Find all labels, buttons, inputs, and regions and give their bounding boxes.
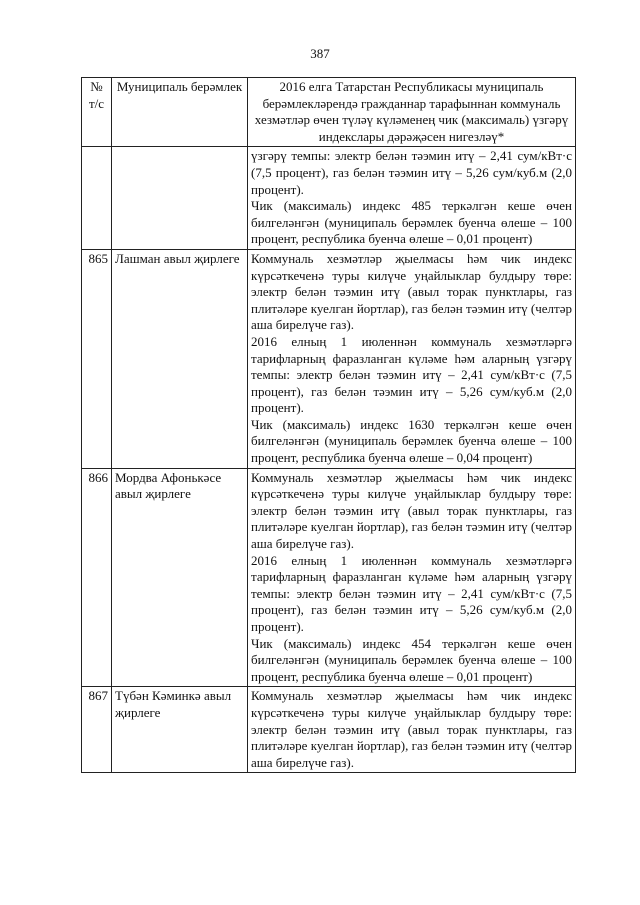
row-description [248, 249, 576, 468]
table-row [82, 687, 576, 773]
row-num: 867 [82, 687, 112, 773]
description-paragraph: Чик (максималь) индекс 454 теркәлгән кеше өчен билгеләнгән (муниципаль берәмлек буенча өлеше – 100 процент, республика буенча өлеше – 0,01 процент) [251, 635, 572, 684]
row-municipality [112, 147, 248, 250]
description-paragraph: 2016 елның 1 июленнән коммуналь хезмәтләргә тарифларның фаразланган күләме һәм аларның үзгәрү темпы: электр белән тәэмин итү – 2,41 сум/кВт·с (7,5 процент), газ белән тәэмин итү – 5,26 сум/куб.м (2,0 процент). [251, 552, 572, 634]
row-description [248, 468, 576, 687]
header-row [82, 78, 576, 147]
description-paragraph: Коммуналь хезмәтләр җыелмасы һәм чик индекс күрсәткеченә туры килүче уңайлыклар булдыру төре: электр белән тәэмин итү (авыл торак пунктлары, газ плитәләре куелган йортлар), газ белән тәэмин итү (челтәр аша бирелүче газ). [251, 250, 572, 333]
description-paragraph: Коммуналь хезмәтләр җыелмасы һәм чик индекс күрсәткеченә туры килүче уңайлыклар булдыру төре: электр белән тәэмин итү (авыл торак пунктлары, газ плитәләре куелган йортлар), газ белән тәэмин итү (челтәр аша бирелүче газ). [251, 688, 572, 770]
description-paragraph: Чик (максималь) индекс 485 теркәлгән кеше өчен билгеләнгән (муниципаль берәмлек буенча өлеше – 100 процент, республика буенча өлеше – 0,01 процент) [251, 198, 572, 247]
page-number: 387 [310, 46, 330, 61]
row-municipality: Түбән Кәминкә авыл җирлеге [112, 687, 248, 773]
row-num: 865 [82, 249, 112, 468]
row-description [248, 147, 576, 250]
header-municipality: Муниципаль берәмлек [112, 78, 248, 147]
row-municipality: Лашман авыл җирлеге [112, 249, 248, 468]
row-description [248, 687, 576, 773]
tariff-index-table [81, 77, 576, 773]
description-paragraph: 2016 елның 1 июленнән коммуналь хезмәтләргә тарифларның фаразланган күләме һәм аларның үзгәрү темпы: электр белән тәэмин итү – 2,41 сум/кВт·с (7,5 процент), газ белән тәэмин итү – 5,26 сум/куб.м (2,0 процент). [251, 333, 572, 416]
row-municipality: Мордва Афонькәсе авыл җирлеге [112, 468, 248, 687]
description-paragraph: үзгәрү темпы: электр белән тәэмин итү – 2,41 сум/кВт·с (7,5 процент), газ белән тәэмин итү – 5,26 сум/куб.м (2,0 процент). [251, 148, 572, 197]
row-num: 866 [82, 468, 112, 687]
header-num: № т/с [82, 78, 112, 147]
table-row [82, 147, 576, 250]
header-description: 2016 елга Татарстан Республикасы муниципаль берәмлекләрендә гражданнар тарафыннан коммуналь хезмәтләр өчен түләү күләменең чик (максималь) үзгәрү индекслары дәрәҗәсен нигезләү* [248, 78, 576, 147]
description-paragraph: Коммуналь хезмәтләр җыелмасы һәм чик индекс күрсәткеченә туры килүче уңайлыклар булдыру төре: электр белән тәэмин итү (авыл торак пунктлары, газ плитәләре куелган йортлар), газ белән тәэмин итү (челтәр аша бирелүче газ). [251, 469, 572, 552]
table-header [82, 78, 576, 147]
description-paragraph: Чик (максималь) индекс 1630 теркәлгән кеше өчен билгеләнгән (муниципаль берәмлек буенча өлеше – 100 процент, республика буенча өлеше – 0,04 процент) [251, 416, 572, 466]
row-num [82, 147, 112, 250]
table-row [82, 249, 576, 468]
table-row [82, 468, 576, 687]
